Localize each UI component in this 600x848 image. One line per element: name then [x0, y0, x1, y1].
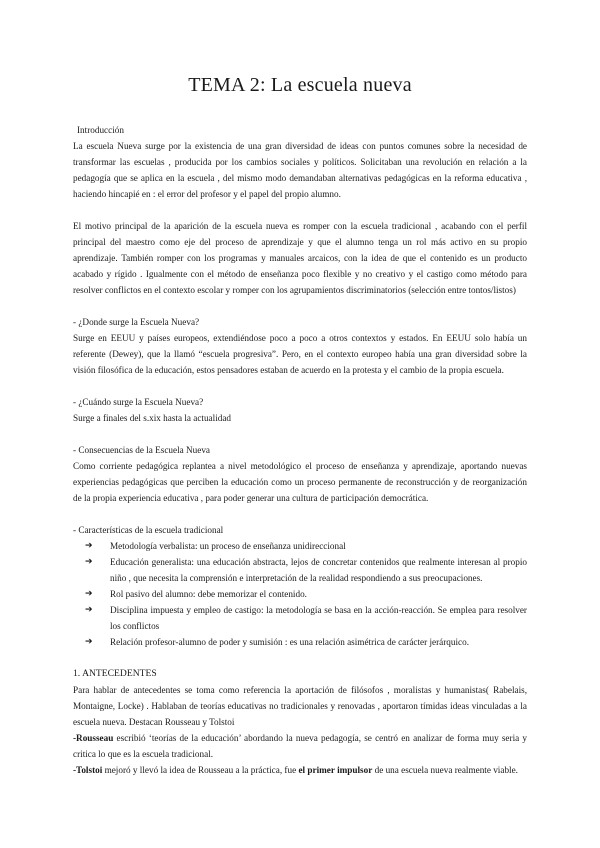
list-item	[73, 554, 527, 586]
page-title: TEMA 2: La escuela nueva	[188, 74, 412, 96]
list-item	[73, 586, 527, 602]
tolstoi-text-1: mejoró y llevó la idea de Rousseau a la práctica, fue	[102, 765, 299, 775]
list-item	[73, 634, 527, 650]
intro-paragraph-2: El motivo principal de la aparición de la escuela nueva es romper con la escuela tradicional , acabando con el perfil principal del maestro como eje del proceso de aprendizaje y que el alumno tenga un rol más activo en su propio aprendizaje. También romper con los programas y manuales arcaicos, con la idea de que el contenido es un producto acabado y rígido . Igualmente con el método de enseñanza poco flexible y no creativo y el castigo como método para resolver conflictos en el contexto escolar y romper con los agrupamientos discriminatorios (selección entre tontos/listos)	[73, 221, 527, 295]
intro-heading: Introducción	[77, 125, 124, 135]
tolstoi-bold-phrase: el primer impulsor	[298, 765, 373, 775]
rousseau-name: -Rousseau	[73, 733, 114, 743]
list-item-text: Educación generalista: una educación abstracta, lejos de concretar contenidos que realmente interesan al propio niño , que necesita la comprensión e interpretación de la realidad respondiendo a sus preocupaciones.	[110, 557, 527, 583]
antecedentes-paragraph: Para hablar de antecedentes se toma como referencia la aportación de filósofos , moralistas y humanistas( Rabelais, Montaigne, Locke) . Hablaban de teorías educativas no tradicionales y renovadas , aportaron tímidas ideas vinculadas a la escuela nueva. Destacan Rousseau y Tolstoi	[73, 685, 527, 727]
tolstoi-text-2: de una escuela nueva realmente viable.	[372, 765, 518, 775]
antecedentes-heading: 1. ANTECEDENTES	[73, 668, 157, 679]
list-item	[73, 538, 527, 554]
donde-paragraph: Surge en EEUU y países europeos, extendiéndose poco a poco a otros contextos y estados. En EEUU solo había un referente (Dewey), que la llamó “escuela progresiva”. Pero, en el contexto europeo había una gran diversidad sobre la visión filosófica de la educación, estos pensadores estaban de acuerdo en la protesta y el cambio de la propia escuela.	[73, 333, 527, 375]
arrow-icon: ➔	[85, 589, 93, 599]
caracteristicas-list	[73, 538, 527, 650]
donde-heading: - ¿Donde surge la Escuela Nueva?	[73, 317, 200, 327]
arrow-icon: ➔	[85, 637, 93, 647]
document-body	[73, 122, 527, 778]
list-item-text: Disciplina impuesta y empleo de castigo: la metodología se basa en la acción-reacción. Se emplea para resolver los conflictos	[110, 605, 527, 631]
rousseau-paragraph	[73, 730, 527, 762]
arrow-icon: ➔	[85, 557, 93, 567]
consecuencias-paragraph: Como corriente pedagógica replantea a nivel metodológico el proceso de enseñanza y aprendizaje, aportando nuevas experiencias pedagógicas que perciben la educación como un proceso permanente de reconstrucción y de reorganización de la propia experiencia educativa , para poder generar una cultura de participación democrática.	[73, 461, 527, 503]
arrow-icon: ➔	[85, 605, 93, 615]
intro-paragraph-1: La escuela Nueva surge por la existencia de una gran diversidad de ideas con puntos comunes sobre la necesidad de transformar las escuelas , producida por los cambios sociales y políticos. Solicitaban una revolución en relación a la pedagogía que se aplica en la escuela , del mismo modo demandaban alternativas pedagógicas en la reforma educativa , haciendo hincapié en : el error del profesor y el papel del propio alumno.	[73, 141, 527, 199]
list-item-text: Metodología verbalista: un proceso de enseñanza unidireccional	[110, 541, 346, 551]
cuando-heading: - ¿Cuándo surge la Escuela Nueva?	[73, 397, 204, 407]
tolstoi-paragraph	[73, 762, 527, 778]
list-item-text: Relación profesor-alumno de poder y sumisión : es una relación asimétrica de carácter jerárquico.	[110, 637, 470, 647]
arrow-icon: ➔	[85, 541, 93, 551]
consecuencias-heading: - Consecuencias de la Escuela Nueva	[73, 445, 210, 455]
list-item-text: Rol pasivo del alumno: debe memorizar el contenido.	[110, 589, 307, 599]
caracteristicas-heading: - Características de la escuela tradicional	[73, 525, 224, 535]
rousseau-text: escribió ‘teorías de la educación’ abordando la nueva pedagogía, se centró en analizar de forma muy seria y critica lo que es la escuela tradicional.	[73, 733, 527, 759]
cuando-paragraph: Surge a finales del s.xix hasta la actualidad	[73, 413, 232, 423]
list-item	[73, 602, 527, 634]
tolstoi-name: -Tolstoi	[73, 765, 103, 775]
